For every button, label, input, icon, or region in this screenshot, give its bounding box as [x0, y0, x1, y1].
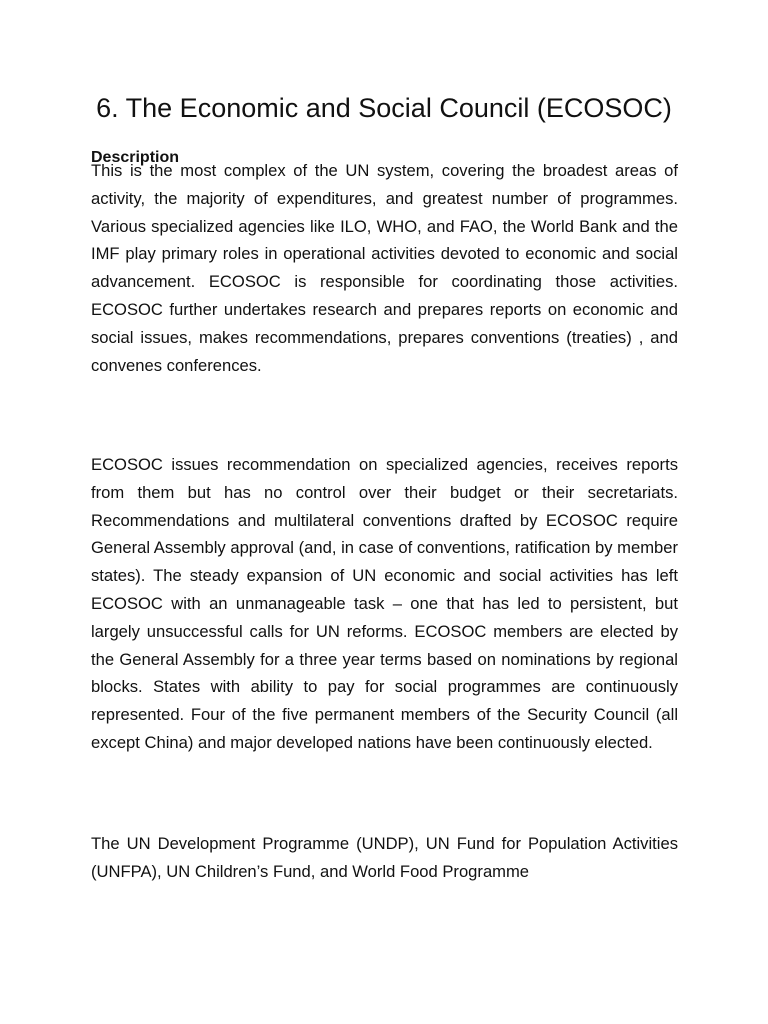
section-heading: Description [91, 149, 180, 166]
paragraph-2: ECOSOC issues recommendation on specialized agencies, receives reports from them but has no control over their budget or their secretariats. Recommendations and multilateral conventions drafted by ECOSOC require General Assembly approval (and, in case of conventions, ratification by member states). The steady expansion of UN economic and social activities has left ECOSOC with an unmanageable task – one that has led to persistent, but largely unsuccessful calls for UN reforms. ECOSOC members are elected by the General Assembly for a three year terms based on nominations by regional blocks. States with ability to pay for social programmes are continuously represented. Four of the five permanent members of the Security Council (all except China) and major developed nations have been continuously elected. [91, 455, 678, 752]
page-title: 6. The Economic and Social Council (ECOSOC) [96, 93, 672, 123]
paragraph-1: This is the most complex of the UN system, covering the broadest areas of activity, the majority of expenditures, and greatest number of programmes. Various specialized agencies like ILO, WHO, and FAO, the World Bank and the IMF play primary roles in operational activities devoted to economic and social advancement. ECOSOC is responsible for coordinating those activities. ECOSOC further undertakes research and prepares reports on economic and social issues, makes recommendations, prepares conventions (treaties) , and convenes conferences. [91, 161, 678, 375]
paragraph-3: The UN Development Programme (UNDP), UN Fund for Population Activities (UNFPA), UN Children’s Fund, and World Food Programme [91, 834, 678, 881]
